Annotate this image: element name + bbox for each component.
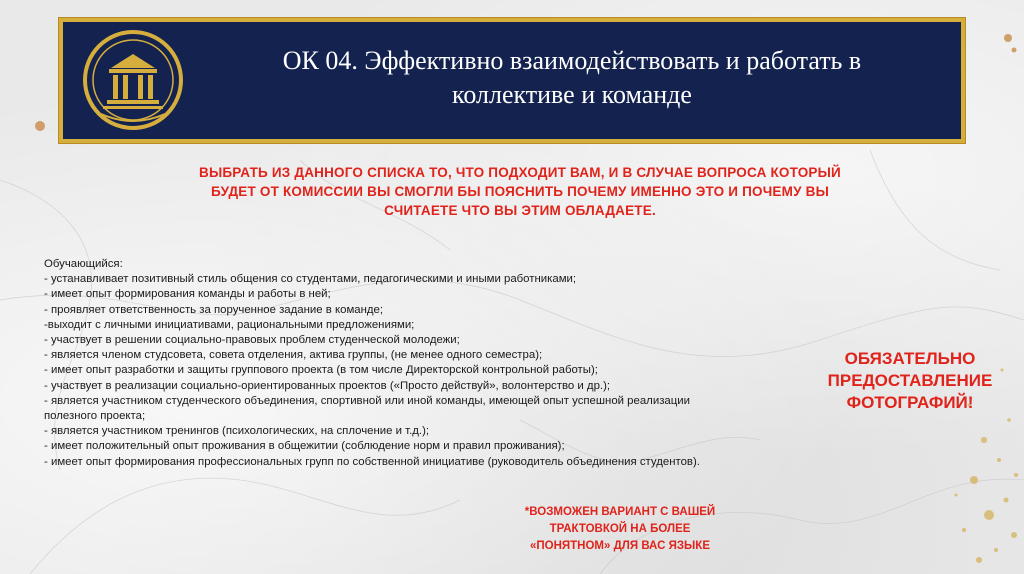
list-item: - имеет положительный опыт проживания в общежитии (соблюдение норм и правил проживания); [44, 440, 565, 453]
list-item: полезного проекта; [44, 410, 146, 423]
title-line-2: коллективе и команде [452, 80, 692, 109]
mandatory-photos-notice [800, 348, 1020, 414]
list-item: - имеет опыт формирования команды и работы в ней; [44, 288, 331, 301]
mandatory-line-1: ОБЯЗАТЕЛЬНО [844, 349, 976, 368]
list-heading: Обучающийся: [44, 258, 123, 270]
footnote [470, 504, 770, 555]
mandatory-line-2: ПРЕДОСТАВЛЕНИЕ [827, 371, 993, 390]
list-item: -выходит с личными инициативами, рациональными предложениями; [44, 318, 415, 331]
list-item: - устанавливает позитивный стиль общения со студентами, педагогическими и иными работниками; [44, 273, 577, 286]
note-line-1: *ВОЗМОЖЕН ВАРИАНТ С ВАШЕЙ [524, 506, 716, 518]
list-item: - участвует в реализации социально-ориентированных проектов («Просто действуй», волонтерство и др.); [44, 379, 611, 392]
note-line-3: «ПОНЯТНОМ» ДЛЯ ВАС ЯЗЫКЕ [529, 540, 710, 552]
college-logo-icon [81, 28, 185, 132]
list-item: - является участником тренингов (психологических, на сплочение и т.д.); [44, 425, 430, 438]
list-item: - имеет опыт формирования профессиональных групп по собственной инициативе (руководитель объединения студентов). [44, 455, 700, 468]
note-line-2: ТРАКТОВКОЙ НА БОЛЕЕ [549, 523, 691, 535]
instruction-text [150, 163, 890, 220]
list-item: - является участником студенческого объединения, спортивной или иной команды, имеющей опыт успешной реализации [44, 394, 690, 407]
list-item: - имеет опыт разработки и защиты группового проекта (в том числе Директорской контрольной работы); [44, 364, 598, 377]
competency-list [44, 257, 804, 470]
title-line-1: ОК 04. Эффективно взаимодействовать и работать в [282, 46, 862, 75]
list-item: - проявляет ответственность за порученное задание в команде; [44, 303, 384, 316]
list-item: - участвует в решении социально-правовых проблем студенческой молодежи; [44, 334, 460, 347]
header-banner [59, 18, 965, 143]
mandatory-line-3: ФОТОГРАФИЙ! [846, 393, 974, 412]
instruction-line-3: СЧИТАЕТЕ ЧТО ВЫ ЭТИМ ОБЛАДАЕТЕ. [384, 203, 656, 218]
page-title [203, 44, 941, 112]
list-item: - является членом студсовета, совета отделения, актива группы, (не менее одного семестра); [44, 349, 543, 362]
copper-dot [35, 121, 45, 131]
instruction-line-1: ВЫБРАТЬ ИЗ ДАННОГО СПИСКА ТО, ЧТО ПОДХОДИТ ВАМ, И В СЛУЧАЕ ВОПРОСА КОТОРЫЙ [199, 165, 841, 180]
instruction-line-2: БУДЕТ ОТ КОМИССИИ ВЫ СМОГЛИ БЫ ПОЯСНИТЬ ПОЧЕМУ ИМЕННО ЭТО И ПОЧЕМУ ВЫ [211, 184, 829, 199]
